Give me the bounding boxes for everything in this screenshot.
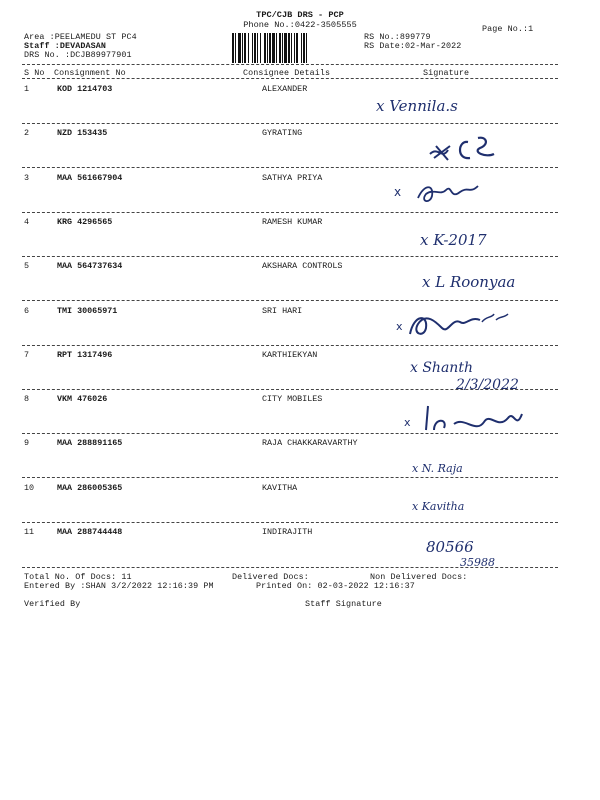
- row-consignment-no: RPT 1317496: [57, 350, 113, 360]
- row-consignee: INDIRAJITH: [262, 527, 313, 537]
- page-number: Page No.:1: [482, 24, 534, 34]
- col-signature: Signature: [423, 68, 470, 78]
- signature-row-10: [410, 494, 520, 525]
- signature-row-4: [418, 226, 528, 259]
- row-consignee: RAJA CHAKKARAVARTHY: [262, 438, 358, 448]
- staff-label: Staff :DEVADASAN: [24, 41, 107, 51]
- svg-text:x: x: [394, 185, 402, 199]
- row-sno: 2: [24, 128, 30, 138]
- barcode-image: [232, 33, 360, 63]
- non-delivered-docs: Non Delivered Docs:: [370, 572, 468, 582]
- svg-text:x: x: [396, 320, 403, 333]
- row-sno: 6: [24, 306, 30, 316]
- row-sno: 1: [24, 84, 30, 94]
- row-consignment-no: MAA 286005365: [57, 483, 123, 493]
- row-sno: 9: [24, 438, 30, 448]
- row-sno: 10: [24, 483, 35, 493]
- sig-5-text: x L Roonyaa: [422, 273, 516, 291]
- column-divider: [22, 78, 558, 79]
- svg-text:35988: 35988: [460, 556, 495, 569]
- svg-text:x: x: [404, 416, 411, 429]
- header-divider: [22, 64, 558, 65]
- signature-row-7: [410, 354, 550, 399]
- signature-row-6: [396, 308, 526, 349]
- row-sno: 5: [24, 261, 30, 271]
- signature-row-2: [428, 132, 508, 171]
- phone-number: Phone No.:0422-3505555: [243, 20, 357, 30]
- row-consignee: SRI HARI: [262, 306, 303, 316]
- verified-by: Verified By: [24, 599, 81, 609]
- row-consignment-no: NZD 153435: [57, 128, 108, 138]
- row-consignment-no: VKM 476026: [57, 394, 108, 404]
- staff-signature: Staff Signature: [305, 599, 382, 609]
- row-consignment-no: TMI 30065971: [57, 306, 118, 316]
- row-consignee: RAMESH KUMAR: [262, 217, 323, 227]
- header-center: [200, 10, 400, 30]
- sig-9-text: x N. Raja: [412, 462, 463, 475]
- col-consignee: Consignee Details: [243, 68, 331, 78]
- total-docs: Total No. Of Docs: 11: [24, 572, 132, 582]
- col-consignment: Consignment No: [54, 68, 126, 78]
- table-row: [0, 173, 600, 217]
- signature-row-9: [410, 456, 520, 487]
- row-sno: 4: [24, 217, 30, 227]
- area-label: Area :PEELAMEDU ST PC4: [24, 32, 137, 42]
- rs-number: RS No.:899779: [364, 32, 431, 42]
- footer-divider: [22, 567, 558, 568]
- row-consignee: GYRATING: [262, 128, 303, 138]
- table-row: [0, 128, 600, 172]
- entered-by: Entered By :SHAN 3/2/2022 12:16:39 PM: [24, 581, 214, 591]
- svg-text:80566: 80566: [426, 538, 474, 556]
- sig-4-text: x K-2017: [420, 231, 487, 249]
- signature-row-11: [426, 532, 536, 577]
- signature-row-5: [420, 268, 550, 303]
- row-consignee: ALEXANDER: [262, 84, 308, 94]
- row-sno: 11: [24, 527, 35, 537]
- svg-text:2/3/2022: 2/3/2022: [456, 377, 519, 393]
- signature-row-8: [404, 400, 554, 445]
- svg-text:x Shanth: x Shanth: [410, 360, 473, 376]
- signature-row-1: [370, 92, 500, 127]
- row-consignment-no: KOD 1214703: [57, 84, 113, 94]
- row-consignee: AKSHARA CONTROLS: [262, 261, 343, 271]
- sig-1-text: x Vennila.s: [376, 97, 458, 115]
- table-row: [0, 84, 600, 128]
- row-consignee: KARTHIEKYAN: [262, 350, 318, 360]
- row-consignment-no: MAA 288744448: [57, 527, 123, 537]
- signature-row-3: [390, 174, 500, 213]
- sig-10-text: x Kavitha: [412, 500, 465, 513]
- row-sno: 3: [24, 173, 30, 183]
- row-consignment-no: MAA 561667904: [57, 173, 123, 183]
- row-consignment-no: MAA 564737634: [57, 261, 123, 271]
- rs-date: RS Date:02-Mar-2022: [364, 41, 462, 51]
- col-sno: S No: [24, 68, 45, 78]
- row-consignee: KAVITHA: [262, 483, 298, 493]
- row-sno: 8: [24, 394, 30, 404]
- delivered-docs: Delivered Docs:: [232, 572, 309, 582]
- row-sno: 7: [24, 350, 30, 360]
- drs-number: DRS No. :DCJB89977901: [24, 50, 132, 60]
- printed-on: Printed On: 02-03-2022 12:16:37: [256, 581, 415, 591]
- row-consignee: SATHYA PRIYA: [262, 173, 323, 183]
- row-consignee: CITY MOBILES: [262, 394, 323, 404]
- row-consignment-no: KRG 4296565: [57, 217, 113, 227]
- sheet-title: TPC/CJB DRS - PCP: [256, 10, 344, 20]
- row-consignment-no: MAA 288891165: [57, 438, 123, 448]
